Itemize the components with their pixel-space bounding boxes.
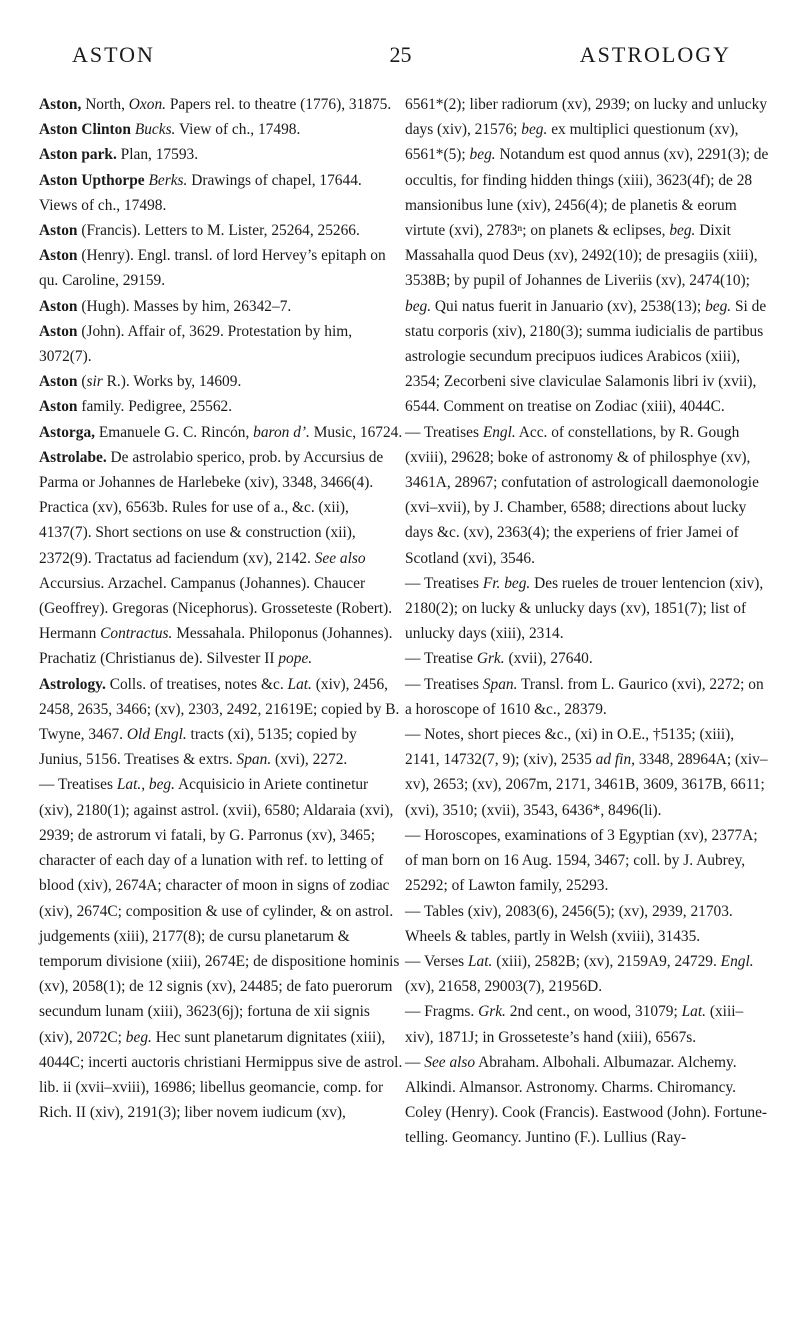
index-entry — [39, 218, 403, 243]
index-entry — [405, 823, 769, 899]
page-number: 25 — [389, 42, 412, 67]
index-entry — [405, 571, 769, 647]
entry-text: — Treatises Fr. beg. Des rueles de trouer lentencion (xiv), 2180(2); on lucky & unlucky days (xv), 1851(7); list of unlucky days (xiii), 2314. — [405, 574, 764, 643]
entry-headword: Astorga, — [39, 423, 95, 441]
index-entry — [405, 672, 769, 722]
running-header — [40, 42, 761, 72]
header-left-word: ASTON — [72, 42, 155, 67]
entry-text: (Hugh). Masses by him, 26342–7. — [77, 297, 292, 315]
entry-text: (Henry). Engl. transl. of lord Hervey’s epitaph on qu. Caroline, 29159. — [39, 247, 386, 290]
entry-headword: Aston park. — [39, 146, 117, 164]
entry-text: 6561*(2); liber radiorum (xv), 2939; on lucky and unlucky days (xiv), 21576; beg. ex multiplici questionum (xv), 6561*(5); beg. Notandum est quod annus (xv), 2291(3); de occultis, for finding hidden things (xiii), 3623(4f); de 28 mansionibus lune (xiv), 2456(4); de planetis & eorum virtute (xvi), 2783ⁿ; on planets & eclipses, beg. Dixit Massahalla quod Deus (xv), 2492(10); de presagiis (xiii), 3538B; by pupil of Johannes de Liveriis (xv), 2474(10); beg. Qui natus fuerit in Januario (xv), 2538(13); beg. Si de statu corporis (xiv), 2180(3); summa iudicialis de partibus astrologie secundum precipuos iudices Arabicos (xiii), 2354; Zecorbeni sive claviculae Salamonis libri iv (xvii), 6544. Comment on treatise on Zodiac (xiii), 4044C. — [405, 96, 769, 416]
right-column — [405, 92, 769, 1151]
index-entry — [405, 999, 769, 1049]
index-entry — [39, 394, 403, 419]
index-entry — [39, 294, 403, 319]
index-entry — [405, 646, 769, 671]
entry-headword: Astrolabe. — [39, 448, 107, 466]
entry-text: — Verses Lat. (xiii), 2582B; (xv), 2159A9, 24729. Engl. (xv), 21658, 29003(7), 21956D. — [405, 952, 754, 996]
entry-text: De astrolabio sperico, prob. by Accursius de Parma or Johannes de Harlebeke (xiv), 3348, 3466(4). Practica (xv), 6563b. Rules for use of a., &c. (xii), 4137(7). Short sections on use & construction (xii), 2372(9). Tractatus ad faciendum (xv), 2142. See also Accursius. Arzachel. Campanus (Johannes). Chaucer (Geoffrey). Gregoras (Nicephorus). Grosseteste (Robert). Hermann Contractus. Messahala. Philoponus (Johannes). Prachatiz (Christianus de). Silvester II pope. — [39, 448, 393, 668]
entry-text: (sir R.). Works by, 14609. — [77, 373, 242, 391]
index-entry — [39, 772, 403, 1125]
index-entry — [405, 420, 769, 571]
index-entry — [39, 168, 403, 218]
entry-text: — Notes, short pieces &c., (xi) in O.E., †5135; (xiii), 2141, 14732(7, 9); (xiv), 2535 ad fin, 3348, 28964A; (xiv–xv), 2653; (xv), 2067m, 2171, 3461B, 3609, 3617B, 6611; (xvi), 3510; (xvii), 3543, 6436*, 8496(li). — [405, 726, 768, 819]
entry-headword: Aston — [39, 297, 78, 315]
entry-text: — Horoscopes, examinations of 3 Egyptian (xv), 2377A; of man born on 16 Aug. 1594, 3467; coll. by J. Aubrey, 25292; of Lawton family, 25293. — [405, 826, 758, 895]
entry-headword: Aston Upthorpe — [39, 171, 145, 189]
left-column — [39, 92, 403, 1125]
index-entry — [405, 1050, 769, 1151]
entry-headword: Aston — [39, 373, 78, 391]
entry-text: Plan, 17593. — [116, 146, 199, 164]
entry-headword: Aston — [39, 398, 78, 416]
index-entry — [39, 672, 403, 773]
entry-headword: Aston — [39, 247, 78, 265]
header-right-word: ASTROLOGY — [579, 42, 731, 67]
entry-text: — Tables (xiv), 2083(6), 2456(5); (xv), 2939, 21703. Wheels & tables, partly in Welsh (xviii), 31435. — [405, 902, 733, 945]
entry-text: Berks. Drawings of chapel, 17644. Views of ch., 17498. — [39, 171, 362, 214]
index-entry — [39, 420, 403, 445]
index-entry — [39, 92, 403, 117]
entry-text: North, Oxon. Papers rel. to theatre (1776), 31875. — [81, 96, 392, 113]
index-entry — [405, 722, 769, 823]
index-entry — [39, 142, 403, 167]
entry-text: (John). Affair of, 3629. Protestation by him, 3072(7). — [39, 322, 353, 366]
entry-text: — Treatises Engl. Acc. of constellations, by R. Gough (xviii), 29628; boke of astronomy & of philosphye (xv), 3461A, 28967; confutation of astrologicall daemonologie (xvi–xvii), by J. Chamber, 6588; directions about lucky days &c. (xv), 2363(4); the experiens of frier Jamei of Scotland (xvi), 3546. — [405, 423, 759, 567]
entry-headword: Astrology. — [39, 675, 106, 693]
index-entry — [405, 92, 769, 420]
index-entry — [39, 117, 403, 142]
entry-text: Bucks. View of ch., 17498. — [134, 121, 301, 139]
entry-text: Emanuele G. C. Rincón, baron d’. Music, 16724. — [95, 423, 403, 441]
index-entry — [39, 445, 403, 672]
entry-text: — Fragms. Grk. 2nd cent., on wood, 31079; Lat. (xiii–xiv), 1871J; in Grosseteste’s hand (xiii), 6567s. — [405, 1003, 744, 1046]
entry-headword: Aston, — [39, 96, 82, 113]
index-entry — [405, 899, 769, 949]
entry-text: — Treatise Grk. (xvii), 27640. — [405, 650, 593, 668]
entry-text: (Francis). Letters to M. Lister, 25264, 25266. — [77, 222, 360, 240]
entry-text: — Treatises Lat., beg. Acquisicio in Ariete continetur (xiv), 2180(1); against astrol. (xvii), 6580; Aldaraia (xvi), 2939; de astrorum vi fatali, by G. Parronus (xv), 3465; character of each day of a lunation with ref. to letting of blood (xiv), 2674A; character of moon in signs of zodiac (xiv), 2674C; composition & use of cylinder, & on astrol. judgements (xiii), 2177(8); de cursu planetarum & temporum divisione (xiii), 2674E; de dispositione hominis (xv), 2058(1); de 12 signis (xv), 24485; de fato puerorum secundum lunam (xiii), 3623(6j); fortuna de xii signis (xiv), 2072C; beg. Hec sunt planetarum dignitates (xiii), 4044C; incerti auctoris christiani Hermippus sive de astrol. lib. ii (xvii–xviii), 16986; libellus geomancie, comp. for Rich. II (xiv), 2191(3); liber novem iudicum (xv), — [39, 776, 403, 1122]
entry-text: Colls. of treatises, notes &c. Lat. (xiv), 2456, 2458, 2635, 3466; (xv), 2303, 2492, 21619E; copied by B. Twyne, 3467. Old Engl. tracts (xi), 5135; copied by Junius, 5156. Treatises & extrs. Span. (xvi), 2272. — [39, 675, 400, 769]
entry-headword: Aston — [39, 322, 78, 340]
index-entry — [39, 369, 403, 394]
entry-text: family. Pedigree, 25562. — [77, 398, 233, 416]
entry-headword: Aston Clinton — [39, 121, 131, 139]
entry-text: — See also Abraham. Albohali. Albumazar. Alchemy. Alkindi. Almansor. Astronomy. Charms. Chiromancy. Coley (Henry). Cook (Francis). Eastwood (John). Fortune-telling. Geomancy. Juntino (F.). Lullius (Ray- — [405, 1053, 768, 1147]
entry-text: — Treatises Span. Transl. from L. Gaurico (xvi), 2272; on a horoscope of 1610 &c., 28379. — [405, 675, 764, 718]
index-entry — [39, 319, 403, 369]
entry-headword: Aston — [39, 222, 78, 240]
index-entry — [39, 243, 403, 293]
index-entry — [405, 949, 769, 999]
